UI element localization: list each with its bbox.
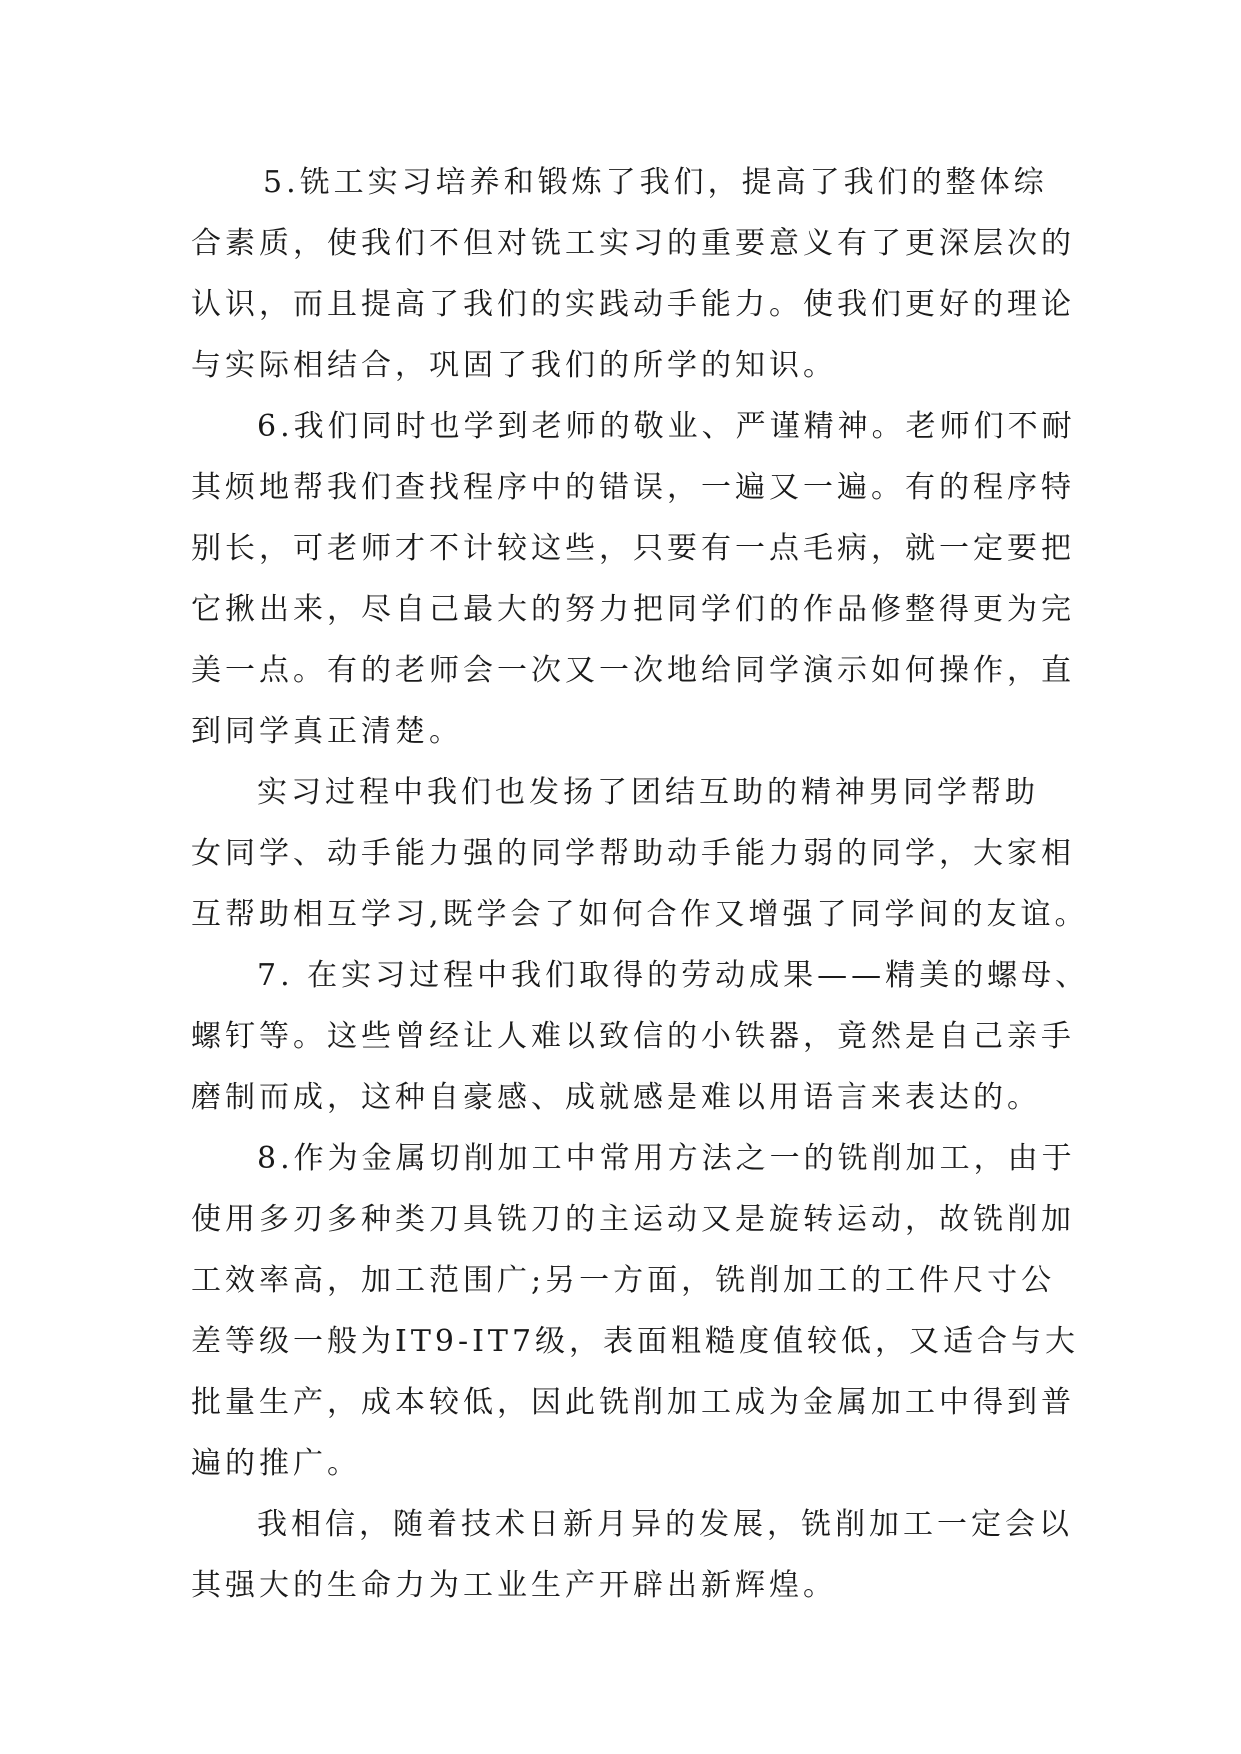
paragraph-line: 磨制而成，这种自豪感、成就感是难以用语言来表达的。 [191, 1080, 1041, 1115]
paragraph-line: 认识，而且提高了我们的实践动手能力。使我们更好的理论 [191, 287, 1075, 322]
paragraph-line: 别长，可老师才不计较这些，只要有一点毛病，就一定要把 [191, 531, 1075, 566]
paragraph-line: 与实际相结合，巩固了我们的所学的知识。 [191, 348, 837, 383]
paragraph-line: 它揪出来，尽自己最大的努力把同学们的作品修整得更为完 [191, 592, 1075, 627]
paragraph-line: 8.作为金属切削加工中常用方法之一的铣削加工，由于 [257, 1141, 1076, 1176]
paragraph-line: 我相信，随着技术日新月异的发展，铣削加工一定会以 [257, 1507, 1073, 1542]
paragraph-conclusion [191, 1494, 1073, 1616]
paragraph-line: 螺钉等。这些曾经让人难以致信的小铁器，竟然是自己亲手 [191, 1019, 1075, 1054]
paragraph-line: 其强大的生命力为工业生产开辟出新辉煌。 [191, 1568, 837, 1603]
paragraph-line: 到同学真正清楚。 [191, 714, 463, 749]
paragraph-7 [191, 945, 1090, 1128]
paragraph-line: 工效率高，加工范围广;另一方面，铣削加工的工件尺寸公 [191, 1263, 1056, 1298]
paragraph-line: 批量生产，成本较低，因此铣削加工成为金属加工中得到普 [191, 1385, 1075, 1420]
paragraph-8 [191, 1128, 1080, 1494]
paragraph-line: 遍的推广。 [191, 1446, 361, 1481]
paragraph-line: 美一点。有的老师会一次又一次地给同学演示如何操作，直 [191, 653, 1075, 688]
paragraph-line: 合素质，使我们不但对铣工实习的重要意义有了更深层次的 [191, 226, 1075, 261]
paragraph-6 [191, 396, 1076, 762]
paragraph-line: 实习过程中我们也发扬了团结互助的精神男同学帮助 [257, 775, 1039, 810]
paragraph-teamwork [191, 762, 1089, 945]
paragraph-line: 7. 在实习过程中我们取得的劳动成果——精美的螺母、 [257, 958, 1090, 993]
paragraph-line: 5.铣工实习培养和锻炼了我们，提高了我们的整体综 [263, 165, 1048, 200]
document-body [191, 152, 1090, 1616]
paragraph-line: 6.我们同时也学到老师的敬业、严谨精神。老师们不耐 [257, 409, 1076, 444]
paragraph-line: 其烦地帮我们查找程序中的错误，一遍又一遍。有的程序特 [191, 470, 1075, 505]
paragraph-line: 差等级一般为IT9-IT7级，表面粗糙度值较低，又适合与大 [191, 1324, 1080, 1359]
paragraph-5 [191, 152, 1075, 396]
paragraph-line: 互帮助相互学习,既学会了如何合作又增强了同学间的友谊。 [191, 897, 1089, 932]
paragraph-line: 使用多刃多种类刀具铣刀的主运动又是旋转运动，故铣削加 [191, 1202, 1075, 1237]
paragraph-line: 女同学、动手能力强的同学帮助动手能力弱的同学，大家相 [191, 836, 1075, 871]
